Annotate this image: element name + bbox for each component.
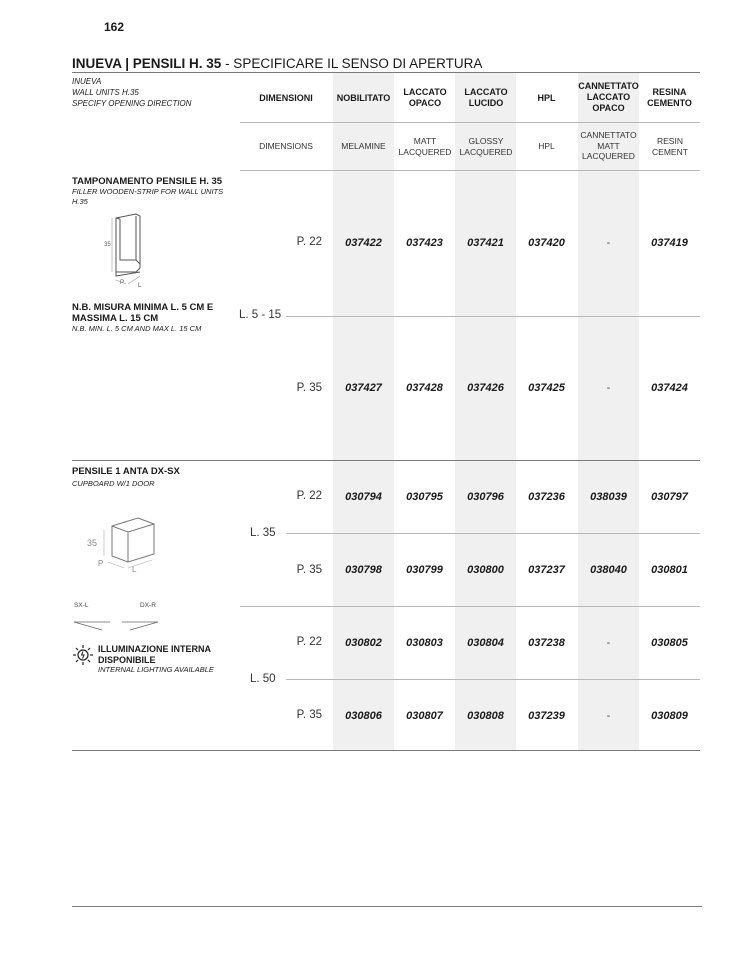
col-sub-matt-lacquered: MATT LACQUERED [398, 136, 452, 157]
header-bottom-rule [240, 170, 700, 171]
left-info-line: INUEVA [72, 77, 102, 86]
code-cell: 037237 [528, 564, 565, 576]
fig1-label-p: P [120, 280, 125, 286]
col-sub-dimensions: DIMENSIONS [259, 141, 313, 151]
lighting-icon [72, 644, 94, 666]
depth-label: P. 22 [296, 490, 322, 502]
col-header-resina: RESINA CEMENTO [647, 87, 692, 108]
code-cell: 037421 [467, 237, 504, 249]
cupboard-figure [84, 508, 164, 574]
code-cell: 037420 [528, 237, 565, 249]
code-cell: 030798 [345, 564, 382, 576]
code-cell: 037423 [406, 237, 443, 249]
col-header-nobilitato: NOBILITATO [336, 93, 391, 103]
code-cell: 030804 [467, 637, 504, 649]
section1-subtitle: FILLER WOODEN-STRIP FOR WALL UNITS H.35 [72, 187, 224, 206]
code-cell: 037236 [528, 491, 565, 503]
code-cell: 030799 [406, 564, 443, 576]
code-cell: 030802 [345, 637, 382, 649]
page-footer-rule [72, 906, 702, 907]
col-sub-hpl: HPL [538, 141, 555, 151]
depth-label: P. 22 [296, 636, 322, 648]
section2-title: PENSILE 1 ANTA DX-SX [72, 466, 180, 477]
depth-label: P. 35 [296, 382, 322, 394]
col-header-cannettato: CANNETTATO LACCATO OPACO [578, 81, 639, 113]
filler-strip-figure [96, 210, 166, 292]
section1-width-rule [286, 316, 700, 317]
table-bottom-rule [72, 750, 700, 751]
col-sub-cannettato: CANNETTATO MATT LACQUERED [580, 130, 637, 161]
depth-label: P. 22 [296, 236, 322, 248]
col-sub-melamine: MELAMINE [341, 141, 386, 151]
code-cell: 037239 [528, 710, 565, 722]
header-mid-rule [240, 122, 700, 123]
lighting-title: ILLUMINAZIONE INTERNA DISPONIBILE [98, 644, 211, 665]
code-cell: 030800 [467, 564, 504, 576]
code-cell: 030801 [651, 564, 688, 576]
code-cell: 030809 [651, 710, 688, 722]
lighting-sub: INTERNAL LIGHTING AVAILABLE [98, 665, 214, 674]
page-title [72, 56, 482, 71]
header-top-rule [72, 72, 700, 73]
code-cell-empty: - [606, 382, 611, 394]
section2-subtitle: CUPBOARD W/1 DOOR [72, 479, 155, 488]
header-left-info [72, 76, 191, 109]
code-cell-empty: - [606, 237, 611, 249]
page-title-normal: - SPECIFICARE IL SENSO DI APERTURA [221, 56, 483, 71]
code-cell: 037419 [651, 237, 688, 249]
code-cell: 030797 [651, 491, 688, 503]
col-header-hpl: HPL [537, 93, 556, 103]
door-direction-figure [72, 598, 162, 632]
code-cell: 037426 [467, 382, 504, 394]
fig1-label-h: 35 [104, 242, 111, 248]
group-width: L. 50 [250, 673, 276, 685]
column-shade-nobilitato [333, 72, 394, 751]
code-cell: 030807 [406, 710, 443, 722]
left-info-line: WALL UNITS H.35 [72, 88, 139, 97]
col-header-laccato-opaco: LACCATO OPACO [403, 87, 447, 108]
section1-title: TAMPONAMENTO PENSILE H. 35 [72, 176, 223, 187]
fig2-label-l: L [132, 565, 137, 574]
page-title-bold: INUEVA | PENSILI H. 35 [72, 56, 222, 71]
depth-label: P. 35 [296, 564, 322, 576]
column-shade-laccato-lucido [455, 72, 516, 751]
code-cell: 030808 [467, 710, 504, 722]
code-cell: 030796 [467, 491, 504, 503]
door-dx-label: DX-R [140, 602, 156, 609]
code-cell: 037238 [528, 637, 565, 649]
door-sx-label: SX-L [74, 602, 89, 609]
fig1-label-l: L [138, 283, 142, 289]
code-cell: 030795 [406, 491, 443, 503]
code-cell-empty: - [606, 637, 611, 649]
code-cell: 030806 [345, 710, 382, 722]
section-divider [72, 460, 700, 461]
group-width-rule [286, 679, 700, 680]
page-number: 162 [104, 20, 125, 34]
code-cell: 038039 [590, 491, 627, 503]
col-sub-resin-cement: RESIN CEMENT [652, 136, 688, 157]
code-cell: 030803 [406, 637, 443, 649]
section1-note-title: N.B. MISURA MINIMA L. 5 CM E MASSIMA L. 15 CM [72, 302, 214, 324]
column-shade-cannettato [578, 72, 639, 751]
left-info-line: SPECIFY OPENING DIRECTION [72, 99, 192, 108]
code-cell: 037424 [651, 382, 688, 394]
group-width: L. 35 [250, 527, 276, 539]
depth-label: P. 35 [296, 709, 322, 721]
code-cell: 037422 [345, 237, 382, 249]
group-divider [240, 606, 700, 607]
group-width-rule [286, 533, 700, 534]
code-cell: 037425 [528, 382, 565, 394]
code-cell: 037427 [345, 382, 382, 394]
fig2-label-h: 35 [87, 538, 98, 548]
col-header-dimensioni: DIMENSIONI [259, 93, 313, 103]
code-cell: 030805 [651, 637, 688, 649]
section1-note-sub: N.B. MIN. L. 5 CM AND MAX L. 15 CM [72, 324, 202, 333]
section1-width: L. 5 - 15 [239, 309, 282, 321]
code-cell: 030794 [345, 491, 382, 503]
col-header-laccato-lucido: LACCATO LUCIDO [464, 87, 508, 108]
fig2-label-p: P [98, 559, 104, 568]
code-cell: 037428 [406, 382, 443, 394]
col-sub-glossy-lacquered: GLOSSY LACQUERED [459, 136, 513, 157]
code-cell: 038040 [590, 564, 627, 576]
code-cell-empty: - [606, 710, 611, 722]
